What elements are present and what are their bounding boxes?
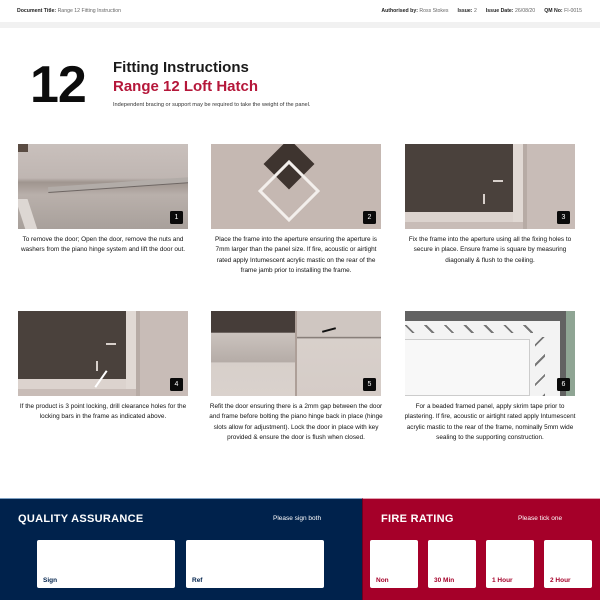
step-number-badge: 3 [557,211,570,224]
issue-date [486,8,535,14]
qm-number [544,8,582,14]
step-number-badge: 4 [170,378,183,391]
qa-hint: Please sign both [273,515,322,522]
step-number-badge: 1 [170,211,183,224]
step-number-badge: 6 [557,378,570,391]
document-title [17,8,121,14]
step-5 [211,311,381,443]
fire-option-label: 2 Hour [550,577,571,584]
step-6-caption: For a beaded framed panel, apply skrim tape prior to plastering. If fire, acoustic or airtight rated apply Intumescent acrylic mastic to the rear of the frame, nominally 5mm wide sealing to the supporting construction. [404,403,576,441]
range-number: 12 [30,56,86,114]
step-1 [18,144,188,256]
issue-value: 2 [473,8,477,14]
step-2 [211,144,381,276]
support-note: Independent bracing or support may be required to take the weight of the panel. [113,102,311,108]
step-3-photo [405,144,575,229]
issue-label: Issue: [457,8,473,14]
fire-option-30-min[interactable] [428,540,476,588]
fire-option-2-hour[interactable] [544,540,592,588]
page-title: Fitting Instructions [113,59,249,76]
sign-field-label: Sign [43,577,58,584]
document-title-value: Range 12 Fitting Instruction [57,8,122,14]
authorised-value: Ross Stokes [419,8,449,14]
fire-rating-title: FIRE RATING [381,513,454,525]
ref-field[interactable] [186,540,324,588]
step-4-photo [18,311,188,396]
step-3-caption: Fix the frame into the aperture using all the fixing holes to secure in place. Ensure frame is square by measuring diagonally & flush to the ceiling. [408,236,572,264]
step-2-caption: Place the frame into the aperture ensuring the aperture is 7mm larger than the panel size. If fire, acoustic or airtight rated apply Intumescent acrylic mastic on the rear of the frame jamb prior to installing the frame. [215,236,377,274]
sign-field[interactable] [37,540,175,588]
step-6-photo [405,311,575,396]
quality-assurance-panel [0,498,362,600]
fire-rating-panel [362,498,600,600]
step-3 [405,144,575,266]
step-5-caption: Refit the door ensuring there is a 2mm gap between the door and frame before bolting the piano hinge back in place (hinge slots allow for adjustment). Lock the door in place with key provided & ensure the door is flush when closed. [209,403,383,441]
issue-date-label: Issue Date: [485,8,514,14]
step-1-photo [18,144,188,229]
fire-option-1-hour[interactable] [486,540,534,588]
fire-option-non[interactable] [370,540,418,588]
step-4-caption: If the product is 3 point locking, drill clearance holes for the locking bars in the frame as indicated above. [19,403,187,421]
product-name: Range 12 Loft Hatch [113,78,259,95]
fire-option-label: Non [376,577,389,584]
fire-option-label: 1 Hour [492,577,513,584]
issue-date-value: 26/08/20 [515,8,536,14]
step-5-photo [211,311,381,396]
header-divider [0,22,600,28]
qm-value: FI-0015 [564,8,582,14]
authorised-label: Authorised by: [381,8,418,14]
qa-title: QUALITY ASSURANCE [18,513,144,525]
fire-option-label: 30 Min [434,577,455,584]
step-number-badge: 2 [363,211,376,224]
step-1-caption: To remove the door; Open the door, remove the nuts and washers from the piano hinge system and lift the door out. [20,236,186,254]
document-header [0,0,600,22]
step-2-photo [211,144,381,229]
step-number-badge: 5 [363,378,376,391]
ref-field-label: Ref [192,577,203,584]
document-meta [381,8,582,14]
qm-label: QM No: [544,8,563,14]
issue [458,8,477,14]
document-title-label: Document Title: [17,8,57,14]
authorised-by [381,8,448,14]
step-6 [405,311,575,443]
fire-rating-hint: Please tick one [518,515,563,522]
step-4 [18,311,188,423]
